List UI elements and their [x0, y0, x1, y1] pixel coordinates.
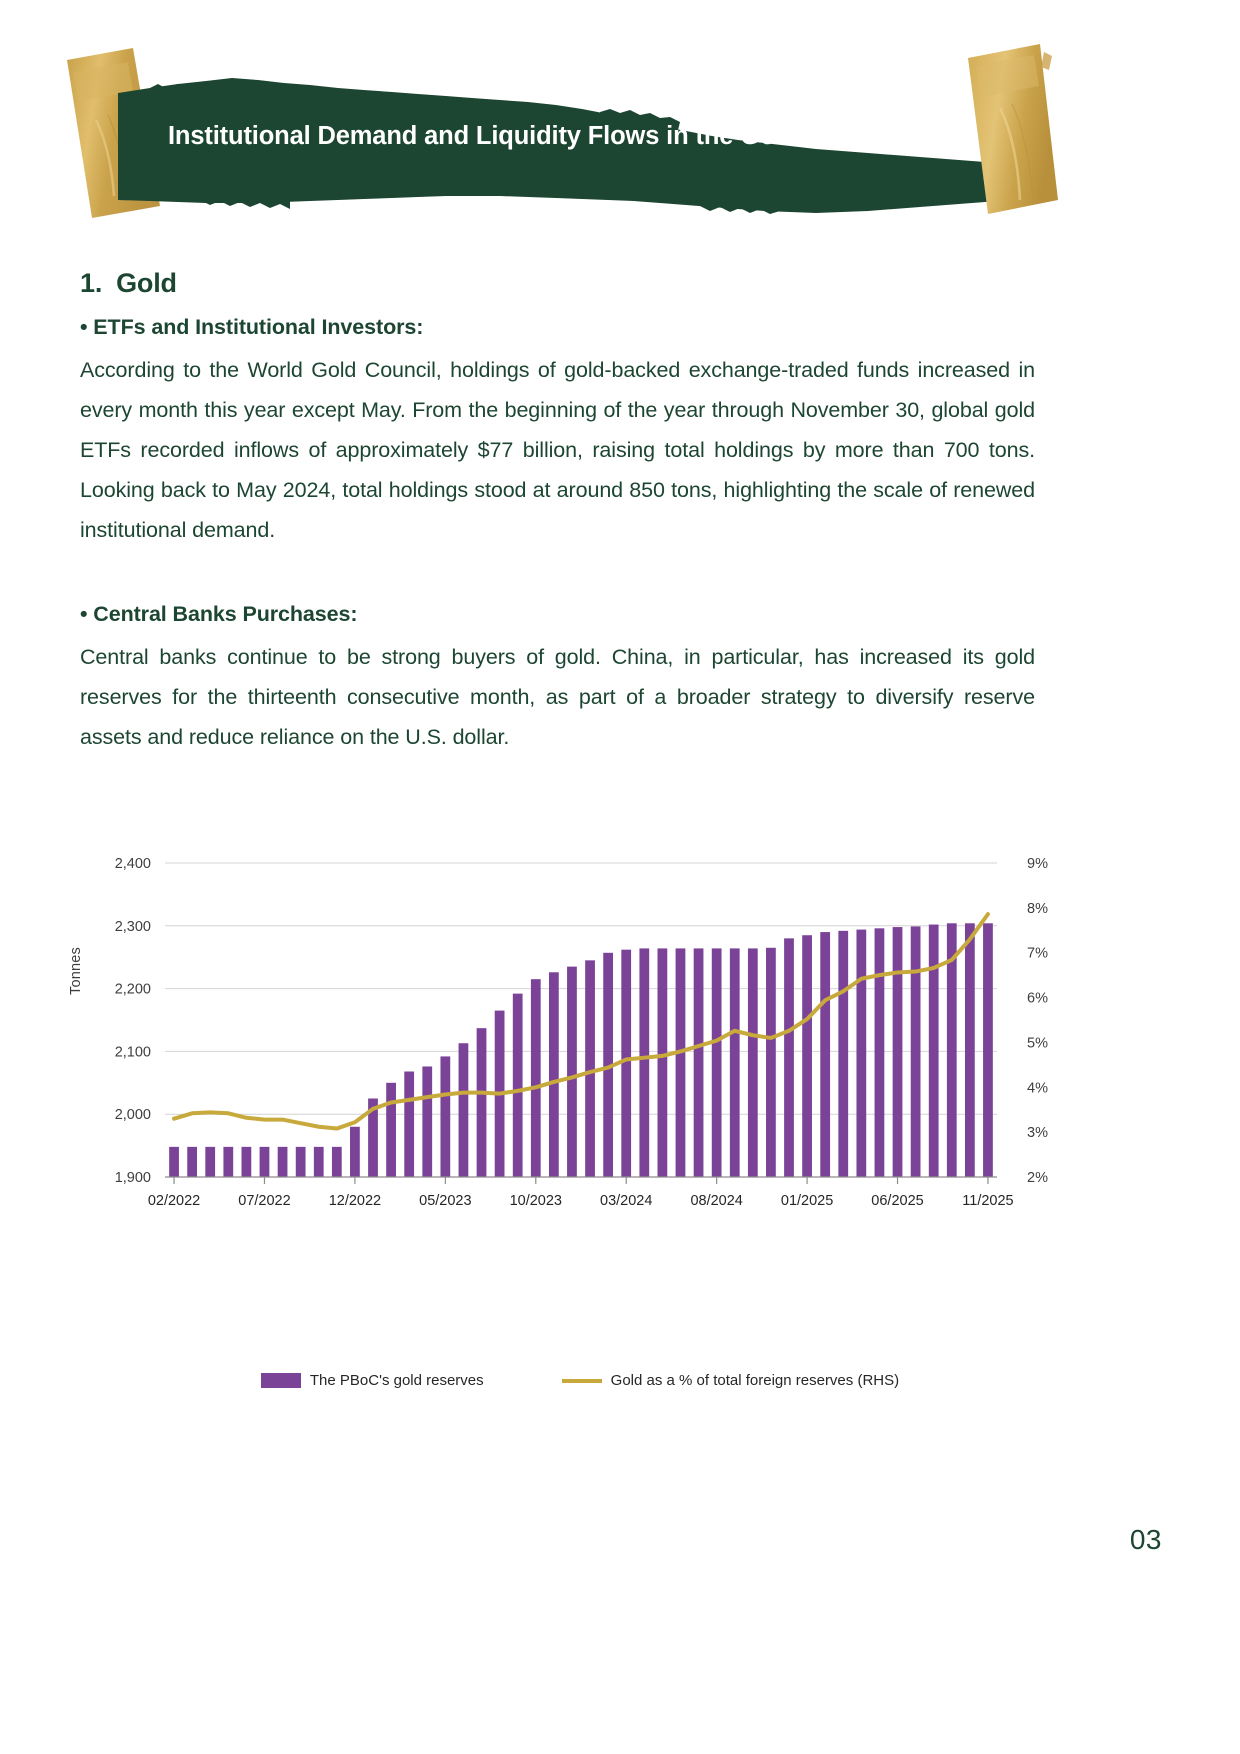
pboc-gold-reserves-chart	[60, 845, 1100, 1265]
svg-text:06/2025: 06/2025	[871, 1193, 924, 1209]
legend-item-bars	[261, 1372, 484, 1389]
svg-text:2,200: 2,200	[114, 981, 151, 998]
bullet-heading-etfs: • ETFs and Institutional Investors:	[80, 315, 424, 339]
svg-text:07/2022: 07/2022	[238, 1193, 291, 1209]
svg-text:12/2022: 12/2022	[328, 1193, 382, 1209]
svg-text:1,900: 1,900	[114, 1170, 151, 1186]
page-number: 03	[1129, 1524, 1162, 1555]
svg-text:10/2023: 10/2023	[509, 1193, 562, 1209]
svg-text:02/2022: 02/2022	[147, 1193, 201, 1209]
legend-label-bars: The PBoC's gold reserves	[309, 1372, 484, 1389]
legend-item-line	[562, 1372, 899, 1389]
svg-text:2%: 2%	[1027, 1170, 1048, 1186]
paragraph-spacer	[80, 550, 1035, 602]
svg-text:9%: 9%	[1027, 856, 1048, 872]
page-title: Institutional Demand and Liquidity Flows in the Gold Market	[168, 122, 886, 150]
svg-text:05/2023: 05/2023	[419, 1193, 472, 1209]
svg-text:08/2024: 08/2024	[690, 1193, 743, 1209]
svg-text:7%: 7%	[1027, 945, 1048, 962]
chart-legend	[60, 1372, 1100, 1389]
header-banner	[0, 0, 1240, 250]
svg-text:11/2025: 11/2025	[962, 1193, 1014, 1209]
document-body	[80, 268, 1035, 757]
paragraph-etfs: According to the World Gold Council, holdings of gold-backed exchange-traded funds increased in every month this year except May. From the beginning of the year through November 30, global gold ETFs recorded inflows of approximately $77 billion, raising total holdings by more than 700 tons. Looking back to May 2024, total holdings stood at around 850 tons, highlighting the scale of renewed institutional demand.	[80, 358, 1035, 542]
svg-text:2,400: 2,400	[114, 856, 151, 872]
svg-text:2,300: 2,300	[114, 918, 151, 935]
svg-text:3%: 3%	[1027, 1125, 1048, 1142]
svg-text:4%: 4%	[1027, 1080, 1048, 1097]
chart-y-axis-title: Tonnes	[68, 947, 84, 995]
section-title: Gold	[116, 268, 177, 298]
svg-text:6%: 6%	[1027, 990, 1048, 1007]
legend-label-line: Gold as a % of total foreign reserves (RHS)	[610, 1372, 900, 1389]
svg-text:2,100: 2,100	[114, 1044, 151, 1061]
legend-line-swatch-icon	[562, 1379, 602, 1383]
svg-text:01/2025: 01/2025	[780, 1193, 834, 1209]
svg-text:5%: 5%	[1027, 1035, 1048, 1052]
section-number: 1.	[80, 268, 103, 298]
section-heading	[80, 268, 1035, 299]
bullet-heading-central-banks: • Central Banks Purchases:	[80, 602, 358, 626]
svg-text:03/2024: 03/2024	[600, 1193, 653, 1209]
legend-bar-swatch-icon	[261, 1373, 301, 1388]
svg-text:2,000: 2,000	[114, 1107, 151, 1124]
chart-canvas	[60, 845, 1100, 1265]
svg-text:8%: 8%	[1027, 900, 1048, 917]
paragraph-central-banks: Central banks continue to be strong buyers of gold. China, in particular, has increased its gold reserves for the thirteenth consecutive month, as part of a broader strategy to diversify reserve assets and reduce reliance on the U.S. dollar.	[80, 645, 1035, 749]
